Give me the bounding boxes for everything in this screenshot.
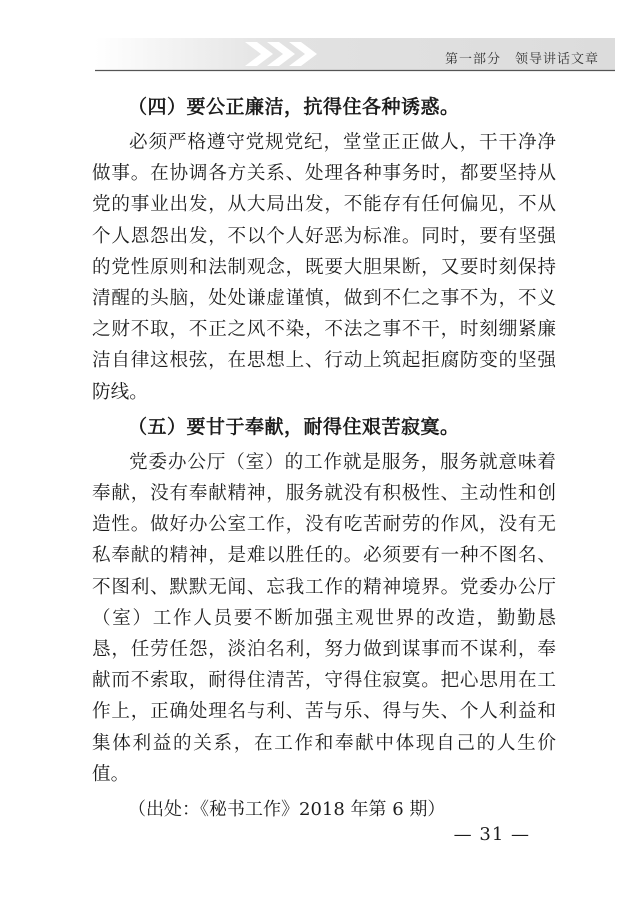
article-body	[92, 92, 556, 826]
source-citation: （出处：《秘书工作》2018 年第 6 期）	[128, 799, 446, 821]
section-heading-5: （五）要甘于奉献，耐得住艰苦寂寞。	[128, 415, 460, 438]
section-paragraph-5: 党委办公厅（室）的工作就是服务，服务就意味着奉献，没有奉献精神，服务就没有积极性、主动性和创造性。做好办公室工作，没有吃苦耐劳的作风，没有无私奉献的精神，是难以胜任的。必须要有一种不图名、不图利、默默无闻、忘我工作的精神境界。党委办公厅（室）工作人员要不断加强主观世界的改造，勤勤恳恳，任劳任怨，淡泊名利，努力做到谋事而不谋利，奉献而不索取，耐得住清苦，守得住寂寞。把心思用在工作上，正确处理名与利、苦与乐、得与失、个人利益和集体利益的关系，在工作和奉献中体现自己的人生价值。	[92, 451, 556, 785]
section-heading-4: （四）要公正廉洁，抗得住各种诱惑。	[128, 96, 460, 118]
section-paragraph-4: 必须严格遵守党规党纪，堂堂正正做人，干干净净做事。在协调各方关系、处理各种事务时，都要坚持从党的事业出发，从大局出发，不能存有任何偏见，不从个人恩怨出发，不以个人好恶为标准。同时，要有坚强的党性原则和法制观念，既要大胆果断，又要时刻保持清醒的头脑，处处谦虚谨慎，做到不仁之事不为，不义之财不取，不正之风不染，不法之事不干，时刻绷紧廉洁自律这根弦，在思想上、行动上筑起拒腐防变的坚强防线。	[92, 132, 556, 403]
page-number: — 31 —	[453, 824, 530, 845]
header-section-title: 第一部分 领导讲话文章	[444, 52, 599, 67]
page-header	[95, 36, 615, 72]
